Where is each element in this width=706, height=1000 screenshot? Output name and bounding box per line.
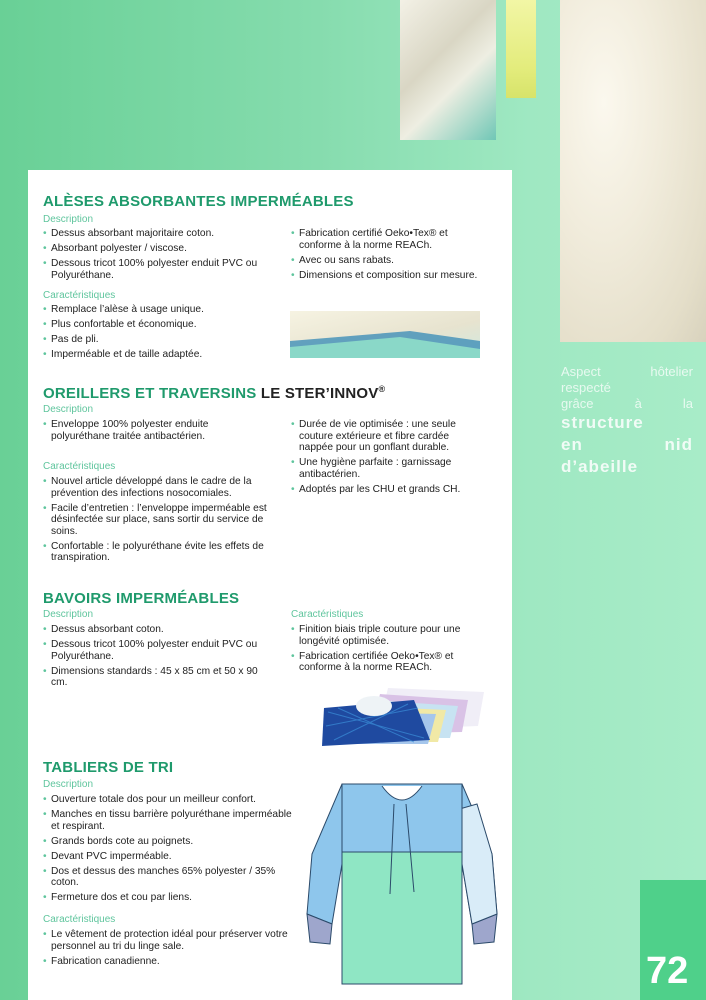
characteristics-label: Caractéristiques [43, 914, 116, 925]
page-number-tab [640, 880, 706, 1000]
list-item: • Durée de vie optimisée : une seule couture extérieure et fibre cardée nappée pour un gonflant durable. [291, 419, 483, 454]
tagline-emphasis: d’abeille [561, 457, 639, 476]
oreillers-right-list [291, 419, 483, 499]
side-tagline [561, 364, 693, 478]
characteristics-label: Caractéristiques [291, 609, 364, 620]
list-item: • Finition biais triple couture pour une longévité optimisée. [291, 624, 483, 647]
list-item: • Plus confortable et économique. [43, 319, 283, 331]
list-item: • Dessous tricot 100% polyester enduit PVC ou Polyuréthane. [43, 258, 283, 281]
photo-bibs [318, 682, 484, 748]
section-title-bavoirs: BAVOIRS IMPERMÉABLES [43, 590, 240, 607]
list-item: • Adoptés par les CHU et grands CH. [291, 484, 483, 496]
list-item: • Dimensions standards : 45 x 85 cm et 50 x 90 cm. [43, 666, 273, 689]
list-item: • Absorbant polyester / viscose. [43, 243, 283, 255]
bavoirs-description-list [43, 624, 273, 692]
title-text: OREILLERS ET TRAVERSINS [43, 385, 257, 402]
photo-yellow-fabric [506, 0, 536, 98]
list-item: • Enveloppe 100% polyester enduite polyuréthane traitée antibactérien. [43, 419, 243, 442]
description-label: Description [43, 214, 94, 225]
oreillers-characteristics-list [43, 476, 271, 567]
apron-illustration [302, 774, 502, 988]
description-label: Description [43, 404, 94, 415]
list-item: • Facile d’entretien : l’enveloppe imperméable est désinfectée sur place, sans sortir du service de soins. [43, 503, 271, 538]
list-item: • Une hygiène parfaite : garnissage antibactérien. [291, 457, 483, 480]
list-item: • Avec ou sans rabats. [291, 255, 481, 267]
list-item: • Dessous tricot 100% polyester enduit PVC ou Polyuréthane. [43, 639, 273, 662]
list-item: • Dimensions et composition sur mesure. [291, 270, 481, 282]
section-title-oreillers [43, 384, 385, 402]
section-title-aleses: ALÈSES ABSORBANTES IMPERMÉABLES [43, 193, 354, 210]
photo-mattress-protector [290, 311, 480, 358]
tagline-line: grâce à la [561, 396, 693, 411]
tagline-line: Aspect hôtelier [561, 364, 693, 379]
list-item: • Devant PVC imperméable. [43, 851, 301, 863]
page-number: 72 [646, 950, 689, 992]
aleses-characteristics-list [43, 304, 283, 364]
section-title-tabliers: TABLIERS DE TRI [43, 759, 174, 776]
characteristics-label: Caractéristiques [43, 461, 116, 472]
list-item: • Dessus absorbant majoritaire coton. [43, 228, 283, 240]
list-item: • Fabrication certifiée Oeko•Tex® et conforme à la norme REACh. [291, 651, 483, 674]
list-item: • Manches en tissu barrière polyuréthane imperméable et respirant. [43, 809, 301, 832]
list-item: • Ouverture totale dos pour un meilleur confort. [43, 794, 301, 806]
list-item: • Fabrication certifié Oeko•Tex® et conforme à la norme REACh. [291, 228, 481, 251]
tagline-emphasis: en nid [561, 435, 693, 454]
aleses-description-list [43, 228, 283, 285]
characteristics-label: Caractéristiques [43, 290, 116, 301]
bavoirs-characteristics-list [291, 624, 483, 677]
list-item: • Dos et dessus des manches 65% polyester / 35% coton. [43, 866, 301, 889]
list-item: • Confortable : le polyuréthane évite les effets de transpiration. [43, 541, 271, 564]
list-item: • Fermeture dos et cou par liens. [43, 892, 301, 904]
tabliers-description-list [43, 794, 301, 907]
description-label: Description [43, 609, 94, 620]
brand-name: LE STER’INNOV [260, 385, 379, 402]
list-item: • Nouvel article développé dans le cadre de la prévention des infections nosocomiales. [43, 476, 271, 499]
list-item: • Remplace l’alèse à usage unique. [43, 304, 283, 316]
tagline-emphasis: structure [561, 413, 644, 432]
photo-pillow [560, 0, 706, 342]
oreillers-description-list [43, 419, 243, 446]
registered-mark: ® [378, 384, 386, 394]
tabliers-characteristics-list [43, 929, 301, 971]
list-item: • Grands bords cote au poignets. [43, 836, 301, 848]
list-item: • Fabrication canadienne. [43, 956, 301, 968]
list-item: • Imperméable et de taille adaptée. [43, 349, 283, 361]
aleses-description-list-right [291, 228, 481, 285]
photo-folded-sheets [400, 0, 496, 140]
list-item: • Le vêtement de protection idéal pour préserver votre personnel au tri du linge sale. [43, 929, 301, 952]
tagline-line: respecté [561, 380, 611, 395]
description-label: Description [43, 779, 94, 790]
list-item: • Pas de pli. [43, 334, 283, 346]
list-item: • Dessus absorbant coton. [43, 624, 273, 636]
